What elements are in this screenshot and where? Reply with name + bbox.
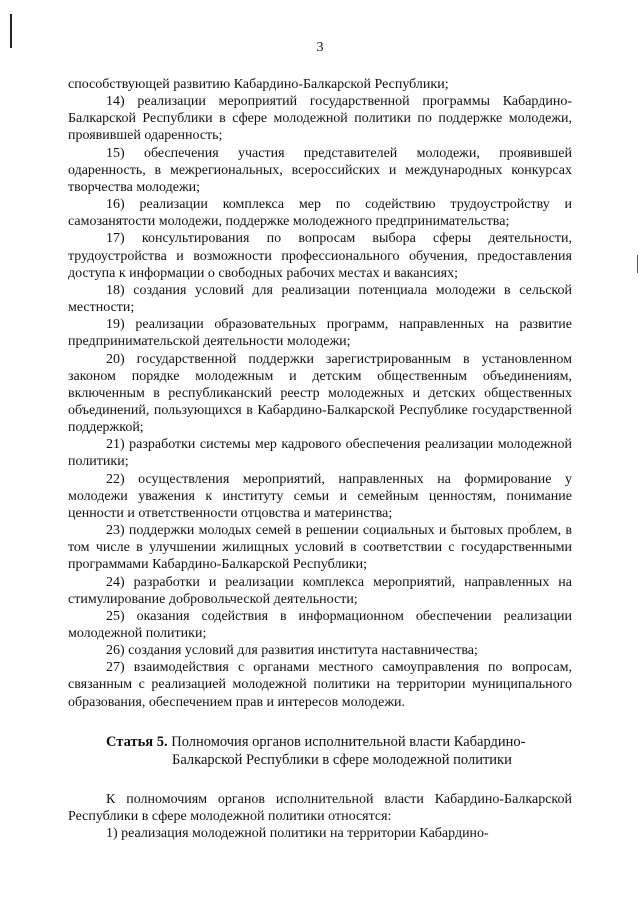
article-title-line1: Полномочия органов исполнительной власти Кабардино-	[171, 733, 526, 750]
paragraph: 26) создания условий для развития института наставничества;	[106, 643, 478, 659]
document-body	[68, 76, 572, 842]
paragraph: 14) реализации мероприятий государственной программы Кабардино-Балкарской Республики в сфере молодежной политики по поддержке молодежи, проявившей одаренность;	[68, 94, 572, 144]
paragraph: 25) оказания содействия в информационном обеспечении реализации молодежной политики;	[68, 608, 572, 641]
paragraph: 17) консультирования по вопросам выбора сферы деятельности, трудоустройства и возможности профессионального обучения, предоставления доступа к информации о свободных рабочих местах и вакансиях;	[68, 231, 572, 281]
paragraph: 24) разработки и реализации комплекса мероприятий, направленных на стимулирование добровольческой деятельности;	[68, 574, 572, 607]
scan-mark	[637, 255, 638, 273]
paragraph: 20) государственной поддержки зарегистрированным в установленном законом порядке молодежным и детским общественным объединениям, включенным в республиканский реестр молодежных и детских общественных объединений, пользующихся в Кабардино-Балкарской Республике государственной поддержкой;	[68, 351, 572, 436]
paragraph: 15) обеспечения участия представителей молодежи, проявившей одаренность, в межрегиональных, всероссийских и международных конкурсах творчества молодежи;	[68, 145, 572, 195]
paragraph: К полномочиям органов исполнительной власти Кабардино-Балкарской Республики в сфере молодежной политики относятся:	[68, 791, 572, 824]
paragraph: 1) реализация молодежной политики на территории Кабардино-	[106, 826, 489, 842]
paragraph: способствующей развитию Кабардино-Балкарской Республики;	[68, 77, 449, 92]
paragraph: 23) поддержки молодых семей в решении социальных и бытовых проблем, в том числе в улучшении жилищных условий в соответствии с государственными программами Кабардино-Балкарской Республики;	[68, 523, 572, 573]
paragraph: 21) разработки системы мер кадрового обеспечения реализации молодежной политики;	[68, 437, 572, 470]
page-number: 3	[316, 40, 324, 55]
paragraph: 16) реализации комплекса мер по содействию трудоустройству и самозанятости молодежи, поддержке молодежного предпринимательства;	[68, 197, 572, 230]
article-heading	[68, 733, 572, 769]
paragraph: 19) реализации образовательных программ, направленных на развитие предпринимательской деятельности молодежи;	[68, 317, 572, 350]
article-label: Статья 5.	[106, 733, 168, 750]
paragraph: 27) взаимодействия с органами местного самоуправления по вопросам, связанным с реализацией молодежной политики на территории муниципального образования, обеспечением прав и интересов молодежи.	[68, 660, 572, 710]
article-title-line2: Балкарской Республики в сфере молодежной политики	[172, 751, 512, 768]
paragraph: 18) создания условий для реализации потенциала молодежи в сельской местности;	[68, 282, 572, 316]
paragraph: 22) осуществления мероприятий, направленных на формирование у молодежи уважения к институту семьи и семейным ценностям, понимание ценности и ответственности отцовства и материнства;	[68, 471, 572, 521]
